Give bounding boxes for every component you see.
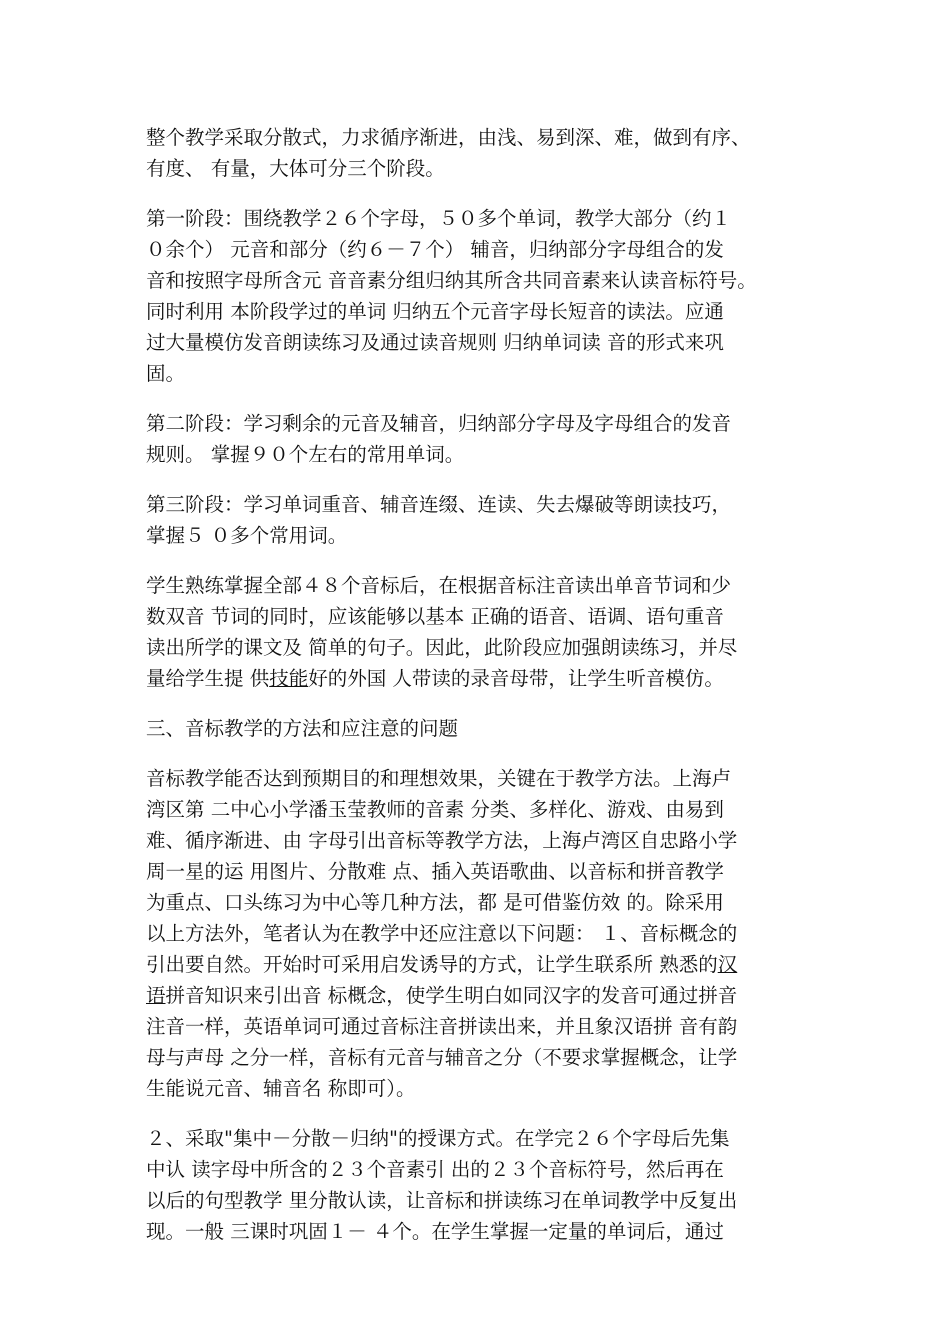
text-segment: 量给学生提 供	[146, 667, 270, 690]
text-line: 掌握５ ０多个常用词。	[146, 524, 348, 547]
text-line: 难、循序渐进、由 字母引出音标等教学方法，上海卢湾区自忠路小学	[146, 829, 738, 852]
text-line	[146, 980, 826, 1011]
text-line: 中认 读字母中所含的２３个音素引 出的２３个音标符号，然后再在	[146, 1158, 724, 1181]
text-line: 过大量模仿发音朗读练习及通过读音规则 归纳单词读 音的形式来巩	[146, 331, 724, 354]
text-line: 整个教学采取分散式，力求循序渐进，由浅、易到深、难，做到有序、	[146, 126, 751, 149]
text-line: ２、采取"集中－分散－归纳"的授课方式。在学完２６个字母后先集	[146, 1127, 730, 1150]
text-line: 第二阶段：学习剩余的元音及辅音，归纳部分字母及字母组合的发音	[146, 412, 732, 435]
paragraph-stage-three	[146, 489, 826, 551]
section-heading-methods	[146, 713, 826, 744]
text-line: 周一星的运 用图片、分散难 点、插入英语歌曲、以音标和拼音教学	[146, 860, 724, 883]
text-line: 以上方法外，笔者认为在教学中还应注意以下问题： １、音标概念的	[146, 922, 738, 945]
text-line: 学生熟练掌握全部４８个音标后，在根据音标注音读出单音节词和少	[146, 574, 732, 597]
text-line: 注音一样，英语单词可通过音标注音拼读出来，并且象汉语拼 音有韵	[146, 1015, 738, 1038]
paragraph-stage-two	[146, 408, 826, 470]
text-line: 数双音 节词的同时，应该能够以基本 正确的语音、语调、语句重音	[146, 605, 724, 628]
text-line: 固。	[146, 362, 186, 385]
text-line: 现。一般 三课时巩固１－ ４个。在学生掌握一定量的单词后，通过	[146, 1220, 724, 1243]
text-line: 以后的句型教学 里分散认读，让音标和拼读练习在单词教学中反复出	[146, 1189, 738, 1212]
text-line	[146, 663, 826, 694]
paragraph-concentrated-method	[146, 1123, 826, 1247]
paragraph-teaching-methods	[146, 763, 826, 1104]
text-line: ０余个） 元音和部分（约６－７个） 辅音，归纳部分字母组合的发	[146, 238, 724, 261]
text-line: 音和按照字母所含元 音音素分组归纳其所含共同音素来认读音标符号。	[146, 269, 757, 292]
paragraph-stage-one	[146, 203, 826, 389]
underlined-link-jineng[interactable]: 技能	[269, 667, 309, 690]
heading-line: 三、音标教学的方法和应注意的问题	[146, 717, 459, 740]
paragraph-intro	[146, 122, 826, 184]
text-line: 读出所学的课文及 简单的句子。因此，此阶段应加强朗读练习，并尽	[146, 636, 738, 659]
text-line: 第一阶段：围绕教学２６个字母，５０多个单词，教学大部分（约１	[146, 207, 732, 230]
text-segment: 拼音知识来引出音 标概念，使学生明白如同汉字的发音可通过拼音	[165, 984, 738, 1007]
text-segment: 好的外国 人带读的录音母带，让学生听音模仿。	[308, 667, 724, 690]
text-line: 音标教学能否达到预期目的和理想效果，关键在于教学方法。上海卢	[146, 767, 732, 790]
text-line: 有度、 有量，大体可分三个阶段。	[146, 157, 445, 180]
text-line	[146, 949, 826, 980]
underlined-link-hanyu[interactable]: 汉	[717, 953, 738, 976]
paragraph-students-mastery	[146, 570, 826, 694]
text-line: 规则。 掌握９０个左右的常用单词。	[146, 443, 465, 466]
document-body	[146, 122, 826, 1266]
underlined-link-hanyu-cont[interactable]: 语	[146, 984, 166, 1007]
text-segment: 引出要自然。开始时可采用启发诱导的方式，让学生联系所 熟悉的	[146, 953, 718, 976]
text-line: 为重点、口头练习为中心等几种方法，都 是可借鉴仿效 的。除采用	[146, 891, 724, 914]
text-line: 湾区第 二中心小学潘玉莹教师的音素 分类、多样化、游戏、由易到	[146, 798, 724, 821]
text-line: 同时利用 本阶段学过的单词 归纳五个元音字母长短音的读法。应通	[146, 300, 724, 323]
text-line: 生能说元音、辅音名 称即可）。	[146, 1077, 416, 1100]
text-line: 母与声母 之分一样，音标有元音与辅音之分（不要求掌握概念，让学	[146, 1046, 738, 1069]
text-line: 第三阶段：学习单词重音、辅音连缀、连读、失去爆破等朗读技巧，	[146, 493, 732, 516]
